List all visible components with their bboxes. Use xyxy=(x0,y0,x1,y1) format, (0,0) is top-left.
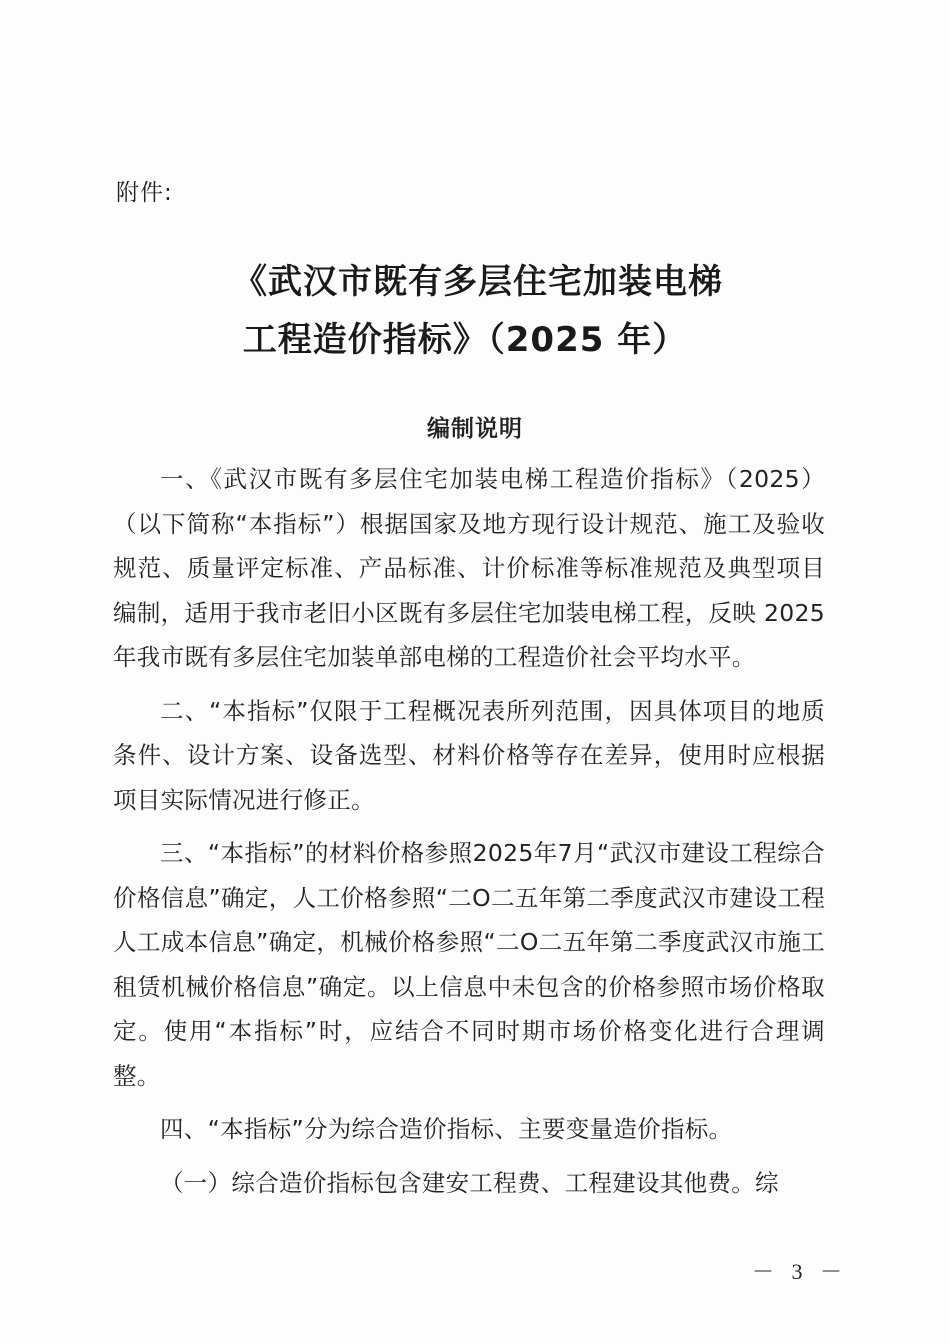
document-body xyxy=(113,457,825,1205)
attachment-label: 附件: xyxy=(116,180,173,206)
paragraph-1: 一、《武汉市既有多层住宅加装电梯工程造价指标》（2025）（以下简称“本指标”）根据国家及地方现行设计规范、施工及验收规范、质量评定标准、产品标准、计价标准等标准规范及典型项目编制，适用于我市老旧小区既有多层住宅加装电梯工程，反映 2025 年我市既有多层住宅加装单部电梯的工程造价社会平均水平。 xyxy=(113,465,825,671)
paragraph-4: 四、“本指标”分为综合造价指标、主要变量造价指标。 xyxy=(160,1115,733,1143)
document-title-line-1: 《武汉市既有多层住宅加装电梯 xyxy=(233,262,723,302)
paragraph-3: 三、“本指标”的材料价格参照2025年7月“武汉市建设工程综合价格信息”确定，人工价格参照“二O二五年第二季度武汉市建设工程人工成本信息”确定，机械价格参照“二O二五年第二季度武汉市施工租赁机械价格信息”确定。以上信息中未包含的价格参照市场价格取定。使用“本指标”时，应结合不同时期市场价格变化进行合理调整。 xyxy=(113,839,825,1090)
paragraph-5: （一）综合造价指标包含建安工程费、工程建设其他费。综 xyxy=(160,1168,779,1197)
paragraph-2: 二、“本指标”仅限于工程概况表所列范围，因具体项目的地质条件、设计方案、设备选型、材料价格等存在差异，使用时应根据项目实际情况进行修正。 xyxy=(113,696,825,814)
section-heading: 编制说明 xyxy=(427,416,523,442)
document-title-line-2: 工程造价指标》（2025 年） xyxy=(242,320,688,360)
page-number: － 3 － xyxy=(752,1259,849,1284)
